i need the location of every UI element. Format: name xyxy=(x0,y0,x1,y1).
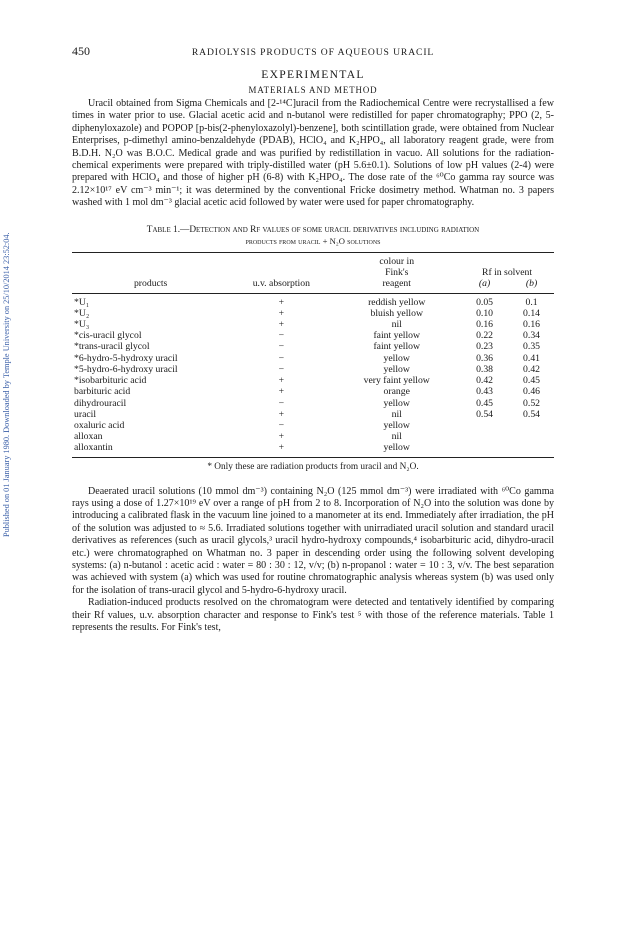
fink-colour-cell: bluish yellow xyxy=(370,307,423,319)
product-cell: *isobarbituric acid xyxy=(74,375,147,387)
table-caption-line1: —Detection and Rf values of some uracil derivatives including radiation xyxy=(180,224,480,235)
header-products: products xyxy=(72,278,229,293)
product-cell: uracil xyxy=(74,408,97,420)
fink-colour-cell: yellow xyxy=(333,442,460,457)
product-cell: *U₃ xyxy=(74,319,90,331)
table-caption xyxy=(72,225,554,247)
rf-b-cell: 0.34 xyxy=(523,330,540,342)
uv-absorption-cell: − xyxy=(278,330,285,342)
rf-a-cell: 0.05 xyxy=(476,296,494,308)
rf-b-cell: 0.52 xyxy=(523,397,540,409)
table-row xyxy=(72,330,554,341)
rf-b-cell: 0.45 xyxy=(523,375,540,387)
detection-paragraph: Radiation-induced products resolved on the chromatogram were detected and tentatively identified by comparing their Rf values, u.v. absorption character and response to Fink's test ⁵ with those of the reference materials. Table 1 represents the results. For Fink's test, xyxy=(72,597,554,633)
rf-a-cell xyxy=(460,420,509,431)
header-rf: Rf in solvent xyxy=(481,267,533,279)
rf-b-cell: 0.42 xyxy=(523,363,540,375)
uv-absorption-cell: + xyxy=(278,386,285,398)
product-cell: *cis-uracil glycol xyxy=(74,330,142,342)
rf-a-cell: 0.43 xyxy=(476,386,494,398)
fink-colour-cell: yellow xyxy=(383,397,410,409)
rf-b-cell: 0.1 xyxy=(525,296,538,308)
uv-absorption-cell: − xyxy=(278,352,285,364)
product-cell: dihydrouracil xyxy=(74,397,127,409)
rf-a-cell: 0.45 xyxy=(476,397,494,409)
product-cell: *trans-uracil glycol xyxy=(74,341,150,353)
product-cell: barbituric acid xyxy=(74,386,131,398)
rf-a-cell xyxy=(460,442,509,457)
fink-colour-cell: faint yellow xyxy=(373,330,420,342)
fink-colour-cell: nil xyxy=(391,319,402,331)
rf-b-cell xyxy=(509,431,554,442)
product-cell: *6-hydro-5-hydroxy uracil xyxy=(74,352,178,364)
rf-a-cell: 0.42 xyxy=(476,375,494,387)
table-row xyxy=(72,398,554,409)
rf-b-cell: 0.54 xyxy=(523,408,540,420)
fink-colour-cell: orange xyxy=(383,386,410,398)
rf-b-cell: 0.35 xyxy=(523,341,540,353)
header-col-a: (a) xyxy=(460,278,509,293)
table-row xyxy=(72,353,554,364)
uv-absorption-cell: + xyxy=(229,442,333,457)
uv-absorption-cell: + xyxy=(278,307,285,319)
uv-absorption-cell: − xyxy=(278,397,285,409)
table-row xyxy=(72,308,554,319)
page-number: 450 xyxy=(72,44,90,58)
download-watermark: Published on 01 January 1980. Downloaded by Temple University on 25/10/2014 23:52:04. xyxy=(2,232,11,538)
table-row xyxy=(72,386,554,397)
product-cell: *5-hydro-6-hydroxy uracil xyxy=(74,363,178,375)
product-cell: *U₂ xyxy=(74,307,90,319)
section-title: EXPERIMENTAL xyxy=(261,68,365,81)
fink-colour-cell: faint yellow xyxy=(373,341,420,353)
rf-b-cell xyxy=(509,420,554,431)
materials-paragraph: Uracil obtained from Sigma Chemicals and [2-¹⁴C]uracil from the Radiochemical Centre were recrystallised a few times in water prior to use. Glacial acetic acid and n-butanol were redistilled for paper chromatography; PPO (2, 5-diphenyloxazole) and POPOP [p-bis(2-phenyloxazolyl)-benzene], both scintillation grade, were obtained from Nuclear Enterprises, p-dimethyl amino-benzaldehyde (PDAB), HClO₄ and K₂HPO₄, all laboratory reagent grade, were from B.D.H. N₂O was B.O.C. Medical grade and was purified by redistillation in vacuo. All solutions for the radiation-chemical experiments were prepared with triply-distilled water (pH 5.6±0.1). Solutions of low pH values (2-4) were prepared with HClO₄ and those of higher pH (6-8) with K₂HPO₄. The dose rate of the ⁶⁰Co gamma ray source was 2.12×10¹⁷ eV cm⁻³ min⁻¹; it was determined by the conventional Fricke dosimetry method. Whatman no. 3 papers washed with 1 mol dm⁻³ glacial acetic acid followed by water were used for paper chromatography. xyxy=(72,98,554,209)
table-row xyxy=(72,319,554,330)
table-row xyxy=(72,409,554,420)
table-row xyxy=(72,375,554,386)
results-table xyxy=(72,252,554,457)
table-row xyxy=(72,442,554,457)
product-cell: alloxantin xyxy=(72,442,229,457)
rf-a-cell: 0.22 xyxy=(476,330,494,342)
product-cell: alloxan xyxy=(74,431,103,443)
rf-b-cell xyxy=(509,442,554,457)
table-row xyxy=(72,364,554,375)
uv-absorption-cell: − xyxy=(278,419,285,431)
rf-a-cell: 0.38 xyxy=(476,363,494,375)
table-row xyxy=(72,293,554,308)
uv-absorption-cell: + xyxy=(278,431,285,443)
table-caption-line2: products from uracil + N₂O solutions xyxy=(245,235,381,246)
product-cell: *U₁ xyxy=(74,296,90,308)
fink-colour-cell: yellow xyxy=(383,352,410,364)
uv-absorption-cell: + xyxy=(278,296,285,308)
fink-colour-cell: nil xyxy=(391,431,402,443)
uv-absorption-cell: − xyxy=(278,341,285,353)
fink-colour-cell: very faint yellow xyxy=(363,375,430,387)
table-row xyxy=(72,420,554,431)
fink-colour-cell: yellow xyxy=(383,419,410,431)
rf-b-cell: 0.14 xyxy=(523,307,540,319)
rf-b-cell: 0.16 xyxy=(523,319,540,331)
rf-a-cell: 0.23 xyxy=(476,341,494,353)
fink-colour-cell: nil xyxy=(391,408,402,420)
rf-b-cell: 0.46 xyxy=(523,386,540,398)
table-footnote: * Only these are radiation products from uracil and N₂O. xyxy=(207,461,419,472)
product-cell: oxaluric acid xyxy=(74,419,125,431)
header-uv: u.v. absorption xyxy=(229,278,333,293)
running-title: RADIOLYSIS PRODUCTS OF AQUEOUS URACIL xyxy=(191,47,435,58)
uv-absorption-cell: + xyxy=(278,408,285,420)
rf-a-cell: 0.54 xyxy=(476,408,494,420)
rf-a-cell: 0.16 xyxy=(476,319,494,331)
fink-colour-cell: reddish yellow xyxy=(368,296,426,308)
journal-page xyxy=(72,44,554,634)
uv-absorption-cell: + xyxy=(278,375,285,387)
table-body xyxy=(72,293,554,457)
subsection-title: MATERIALS AND METHOD xyxy=(248,85,378,95)
uv-absorption-cell: + xyxy=(278,319,285,331)
header-fink-2: Fink's xyxy=(385,267,409,279)
rf-a-cell: 0.10 xyxy=(476,307,494,319)
running-header xyxy=(72,44,554,62)
header-fink-3: reagent xyxy=(333,278,460,293)
fink-colour-cell: yellow xyxy=(383,363,410,375)
rf-a-cell: 0.36 xyxy=(476,352,494,364)
table-caption-label: Table 1. xyxy=(146,224,181,235)
table-row xyxy=(72,341,554,352)
rf-b-cell: 0.41 xyxy=(523,352,540,364)
rf-a-cell xyxy=(460,431,509,442)
header-col-b: (b) xyxy=(509,278,554,293)
header-fink-1: colour in xyxy=(333,253,460,268)
uv-absorption-cell: − xyxy=(278,363,285,375)
table-row xyxy=(72,431,554,442)
irradiation-paragraph: Deaerated uracil solutions (10 mmol dm⁻³) containing N₂O (125 mmol dm⁻³) were irradiated with ⁶⁰Co gamma rays using a dose of 1.27×10¹⁹ eV over a range of pH from 2 to 8. Incorporation of N₂O into the solution was done by introducing a calibrated flask in the vacuum line joined to a manometer at its end. Immediately after irradiation, the pH of the solution was adjusted to ≈ 5.6. Irradiated solutions together with unirradiated uracil solution and standard uracil derivatives as references (such as uracil glycols,³ uracil hydro-hydroxy compounds,⁴ isobarbituric acid, dihydro-uracil etc.) were chromatographed on Whatman no. 3 paper in descending order using the following solvent developing systems: (a) n-butanol : acetic acid : water = 80 : 30 : 12, v/v; (b) n-propanol : water = 10 : 3, v/v. The best separation was achieved with system (a) which was used for routine chromatographic analysis whereas system (b) was used only for the isolation of trans-uracil glycol and 5-hydro-6-hydroxy uracil. xyxy=(72,485,554,596)
